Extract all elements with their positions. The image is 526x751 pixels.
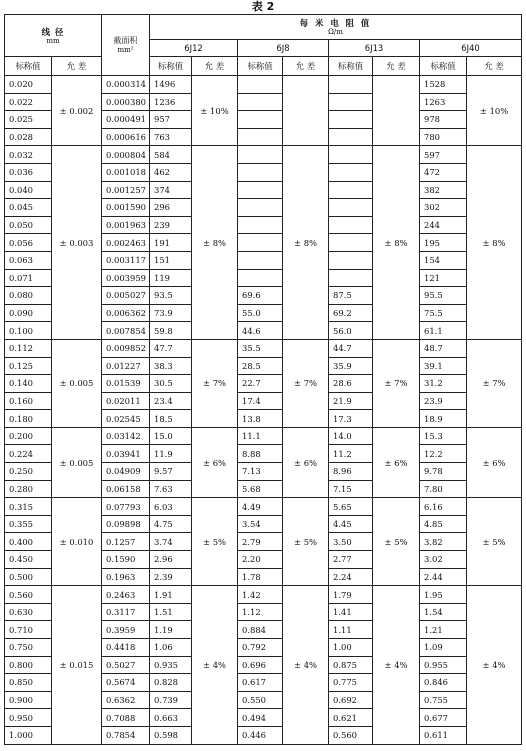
resistance-6j8-cell: 0.792 — [238, 639, 283, 657]
resistance-6j8-cell: 55.0 — [238, 304, 283, 322]
resistance-6j8-cell: 0.884 — [238, 621, 283, 639]
resistance-6j8-cell: 2.20 — [238, 551, 283, 569]
diameter-tolerance-cell: ± 0.010 — [52, 498, 102, 586]
resistance-6j8-cell: 3.54 — [238, 515, 283, 533]
tolerance-6j13-cell: ± 4% — [373, 586, 420, 744]
resistance-6j40-cell: 0.611 — [420, 726, 467, 744]
diameter-cell: 0.045 — [5, 199, 52, 217]
resistance-6j8-cell: 35.5 — [238, 339, 283, 357]
diameter-cell: 0.850 — [5, 674, 52, 692]
diameter-cell: 0.224 — [5, 445, 52, 463]
resistance-6j13-cell: 17.3 — [329, 410, 373, 428]
tolerance-header-6j8: 允 差 — [283, 57, 329, 76]
resistance-6j13-cell: 35.9 — [329, 357, 373, 375]
resistance-6j13-cell — [329, 163, 373, 181]
resistance-6j8-cell: 8.88 — [238, 445, 283, 463]
resistance-6j8-cell — [238, 163, 283, 181]
diameter-nominal-header: 标称值 — [5, 57, 52, 76]
tolerance-6j8-cell — [283, 76, 329, 146]
tolerance-6j40-cell: ± 6% — [467, 427, 522, 497]
resistance-6j40-cell: 3.02 — [420, 551, 467, 569]
alloy-header-6j40: 6J40 — [420, 40, 522, 57]
tolerance-6j13-cell: ± 8% — [373, 146, 420, 340]
table-row — [5, 339, 522, 357]
area-cell: 0.006362 — [102, 304, 150, 322]
resistance-6j40-cell: 1.95 — [420, 586, 467, 604]
diameter-tolerance-header: 允 差 — [52, 57, 102, 76]
resistance-6j12-cell: 584 — [150, 146, 192, 164]
resistance-6j13-cell: 44.7 — [329, 339, 373, 357]
table-caption: 表 2 — [251, 0, 275, 13]
resistance-6j12-cell: 119 — [150, 269, 192, 287]
resistance-6j8-cell — [238, 76, 283, 94]
table-row — [5, 146, 522, 164]
diameter-cell: 0.280 — [5, 480, 52, 498]
table-row — [5, 427, 522, 445]
diameter-cell: 0.125 — [5, 357, 52, 375]
area-cell: 0.000804 — [102, 146, 150, 164]
resistance-6j12-cell: 1.19 — [150, 621, 192, 639]
diameter-cell: 0.040 — [5, 181, 52, 199]
resistance-6j40-cell: 472 — [420, 163, 467, 181]
diameter-cell: 0.900 — [5, 691, 52, 709]
resistance-6j40-cell: 978 — [420, 111, 467, 129]
resistance-6j40-cell: 9.78 — [420, 463, 467, 481]
resistance-6j13-cell: 3.50 — [329, 533, 373, 551]
tolerance-6j40-cell: ± 10% — [467, 76, 522, 146]
resistance-6j13-cell: 21.9 — [329, 392, 373, 410]
diameter-cell: 0.071 — [5, 269, 52, 287]
diameter-cell: 0.056 — [5, 234, 52, 252]
area-header — [102, 15, 150, 76]
area-cell: 0.002463 — [102, 234, 150, 252]
resistance-6j12-cell: 6.03 — [150, 498, 192, 516]
resistance-6j40-cell: 597 — [420, 146, 467, 164]
area-cell: 0.000314 — [102, 76, 150, 94]
resistance-6j8-cell — [238, 216, 283, 234]
resistance-6j40-cell: 6.16 — [420, 498, 467, 516]
resistance-6j13-cell — [329, 199, 373, 217]
resistance-6j40-cell: 0.846 — [420, 674, 467, 692]
diameter-cell: 0.160 — [5, 392, 52, 410]
resistance-6j40-cell: 31.2 — [420, 375, 467, 393]
area-cell: 0.1257 — [102, 533, 150, 551]
diameter-tolerance-cell: ± 0.003 — [52, 146, 102, 340]
tolerance-6j8-cell: ± 6% — [283, 427, 329, 497]
resistance-6j8-cell: 22.7 — [238, 375, 283, 393]
diameter-cell: 1.000 — [5, 726, 52, 744]
resistance-6j12-cell: 0.828 — [150, 674, 192, 692]
resistance-6j13-cell — [329, 146, 373, 164]
diameter-cell: 0.710 — [5, 621, 52, 639]
resistance-6j12-cell: 151 — [150, 251, 192, 269]
resistance-table — [4, 14, 522, 745]
resistance-6j13-cell: 87.5 — [329, 287, 373, 305]
resistance-6j8-cell: 11.1 — [238, 427, 283, 445]
diameter-cell: 0.036 — [5, 163, 52, 181]
resistance-6j13-cell: 0.621 — [329, 709, 373, 727]
resistance-title: 每 米 电 阻 值 — [299, 18, 372, 28]
resistance-6j13-cell: 0.875 — [329, 656, 373, 674]
resistance-6j13-cell: 2.77 — [329, 551, 373, 569]
resistance-6j12-cell: 462 — [150, 163, 192, 181]
resistance-6j13-cell: 0.560 — [329, 726, 373, 744]
resistance-6j8-cell — [238, 93, 283, 111]
resistance-6j12-cell: 191 — [150, 234, 192, 252]
resistance-6j40-cell: 0.755 — [420, 691, 467, 709]
area-cell: 0.005027 — [102, 287, 150, 305]
resistance-6j12-cell: 0.739 — [150, 691, 192, 709]
resistance-6j8-cell: 2.79 — [238, 533, 283, 551]
resistance-6j40-cell: 1.54 — [420, 603, 467, 621]
area-cell: 0.4418 — [102, 639, 150, 657]
area-cell: 0.06158 — [102, 480, 150, 498]
area-cell: 0.7088 — [102, 709, 150, 727]
resistance-6j12-cell: 0.935 — [150, 656, 192, 674]
area-cell: 0.3959 — [102, 621, 150, 639]
resistance-6j40-cell: 1263 — [420, 93, 467, 111]
resistance-6j12-cell: 30.5 — [150, 375, 192, 393]
area-cell: 0.5027 — [102, 656, 150, 674]
diameter-cell: 0.500 — [5, 568, 52, 586]
tolerance-header-6j40: 允 差 — [467, 57, 522, 76]
resistance-6j40-cell: 154 — [420, 251, 467, 269]
tolerance-6j12-cell: ± 6% — [192, 427, 238, 497]
resistance-6j12-cell: 3.74 — [150, 533, 192, 551]
tolerance-6j12-cell: ± 8% — [192, 146, 238, 340]
resistance-6j40-cell: 1.21 — [420, 621, 467, 639]
resistance-6j8-cell: 13.8 — [238, 410, 283, 428]
diameter-cell: 0.022 — [5, 93, 52, 111]
resistance-6j12-cell: 93.5 — [150, 287, 192, 305]
resistance-6j8-cell — [238, 251, 283, 269]
area-cell: 0.07793 — [102, 498, 150, 516]
resistance-6j13-cell: 69.2 — [329, 304, 373, 322]
resistance-6j12-cell: 374 — [150, 181, 192, 199]
resistance-6j13-cell: 1.41 — [329, 603, 373, 621]
diameter-cell: 0.750 — [5, 639, 52, 657]
tolerance-6j13-cell: ± 5% — [373, 498, 420, 586]
tolerance-6j8-cell: ± 5% — [283, 498, 329, 586]
diameter-cell: 0.050 — [5, 216, 52, 234]
resistance-6j13-cell: 11.2 — [329, 445, 373, 463]
resistance-6j13-cell — [329, 128, 373, 146]
resistance-6j8-cell: 4.49 — [238, 498, 283, 516]
resistance-6j40-cell: 18.9 — [420, 410, 467, 428]
area-cell: 0.01539 — [102, 375, 150, 393]
resistance-6j40-cell: 1.09 — [420, 639, 467, 657]
area-cell: 0.000491 — [102, 111, 150, 129]
resistance-6j40-cell: 244 — [420, 216, 467, 234]
resistance-6j13-cell: 1.00 — [329, 639, 373, 657]
resistance-6j12-cell: 73.9 — [150, 304, 192, 322]
resistance-unit: Ω/m — [328, 28, 343, 36]
resistance-6j12-cell: 2.96 — [150, 551, 192, 569]
area-cell: 0.001257 — [102, 181, 150, 199]
area-cell: 0.01227 — [102, 357, 150, 375]
diameter-header — [5, 15, 102, 57]
resistance-header — [150, 15, 522, 40]
resistance-6j12-cell: 15.0 — [150, 427, 192, 445]
diameter-cell: 0.250 — [5, 463, 52, 481]
diameter-cell: 0.090 — [5, 304, 52, 322]
resistance-6j40-cell: 0.677 — [420, 709, 467, 727]
resistance-6j12-cell: 7.63 — [150, 480, 192, 498]
diameter-cell: 0.063 — [5, 251, 52, 269]
resistance-6j12-cell: 18.5 — [150, 410, 192, 428]
tolerance-6j13-cell — [373, 76, 420, 146]
area-cell: 0.003117 — [102, 251, 150, 269]
resistance-6j40-cell: 23.9 — [420, 392, 467, 410]
resistance-6j13-cell — [329, 111, 373, 129]
diameter-cell: 0.180 — [5, 410, 52, 428]
tolerance-6j12-cell: ± 4% — [192, 586, 238, 744]
area-cell: 0.7854 — [102, 726, 150, 744]
resistance-6j40-cell: 780 — [420, 128, 467, 146]
resistance-6j8-cell: 0.446 — [238, 726, 283, 744]
area-cell: 0.001018 — [102, 163, 150, 181]
resistance-6j8-cell — [238, 111, 283, 129]
resistance-6j8-cell: 0.617 — [238, 674, 283, 692]
resistance-6j12-cell: 1.51 — [150, 603, 192, 621]
resistance-6j13-cell — [329, 234, 373, 252]
diameter-cell: 0.355 — [5, 515, 52, 533]
resistance-6j12-cell: 9.57 — [150, 463, 192, 481]
area-cell: 0.6362 — [102, 691, 150, 709]
resistance-6j8-cell — [238, 269, 283, 287]
diameter-cell: 0.100 — [5, 322, 52, 340]
tolerance-header-6j12: 允 差 — [192, 57, 238, 76]
resistance-6j12-cell: 38.3 — [150, 357, 192, 375]
resistance-6j13-cell: 2.24 — [329, 568, 373, 586]
resistance-6j8-cell: 7.13 — [238, 463, 283, 481]
tolerance-6j8-cell: ± 4% — [283, 586, 329, 744]
resistance-6j8-cell: 69.6 — [238, 287, 283, 305]
resistance-6j13-cell: 0.775 — [329, 674, 373, 692]
resistance-6j13-cell: 4.45 — [329, 515, 373, 533]
resistance-6j13-cell: 28.6 — [329, 375, 373, 393]
resistance-6j12-cell: 1.06 — [150, 639, 192, 657]
resistance-6j13-cell: 1.11 — [329, 621, 373, 639]
resistance-6j13-cell: 0.692 — [329, 691, 373, 709]
area-cell: 0.1963 — [102, 568, 150, 586]
resistance-6j13-cell — [329, 76, 373, 94]
area-cell: 0.09898 — [102, 515, 150, 533]
resistance-6j40-cell: 7.80 — [420, 480, 467, 498]
resistance-6j8-cell: 0.550 — [238, 691, 283, 709]
tolerance-6j8-cell: ± 7% — [283, 339, 329, 427]
diameter-cell: 0.140 — [5, 375, 52, 393]
resistance-6j13-cell: 14.0 — [329, 427, 373, 445]
area-cell: 0.04909 — [102, 463, 150, 481]
area-cell: 0.000380 — [102, 93, 150, 111]
resistance-6j8-cell: 44.6 — [238, 322, 283, 340]
resistance-6j12-cell: 1.91 — [150, 586, 192, 604]
resistance-6j13-cell: 8.96 — [329, 463, 373, 481]
resistance-6j12-cell: 1236 — [150, 93, 192, 111]
area-cell: 0.03941 — [102, 445, 150, 463]
area-cell: 0.000616 — [102, 128, 150, 146]
resistance-6j40-cell: 2.44 — [420, 568, 467, 586]
resistance-6j13-cell — [329, 269, 373, 287]
resistance-6j12-cell: 957 — [150, 111, 192, 129]
resistance-6j13-cell — [329, 251, 373, 269]
resistance-6j40-cell: 121 — [420, 269, 467, 287]
resistance-6j12-cell: 4.75 — [150, 515, 192, 533]
tolerance-6j13-cell: ± 6% — [373, 427, 420, 497]
area-cell: 0.1590 — [102, 551, 150, 569]
diameter-cell: 0.950 — [5, 709, 52, 727]
diameter-cell: 0.800 — [5, 656, 52, 674]
resistance-6j8-cell: 1.42 — [238, 586, 283, 604]
tolerance-6j12-cell: ± 5% — [192, 498, 238, 586]
resistance-6j8-cell: 28.5 — [238, 357, 283, 375]
nominal-header-6j8: 标称值 — [238, 57, 283, 76]
resistance-6j8-cell — [238, 181, 283, 199]
resistance-6j12-cell: 23.4 — [150, 392, 192, 410]
resistance-6j40-cell: 75.5 — [420, 304, 467, 322]
diameter-cell: 0.028 — [5, 128, 52, 146]
resistance-6j12-cell: 296 — [150, 199, 192, 217]
diameter-cell: 0.200 — [5, 427, 52, 445]
resistance-6j40-cell: 61.1 — [420, 322, 467, 340]
tolerance-6j40-cell: ± 8% — [467, 146, 522, 340]
resistance-6j12-cell: 59.8 — [150, 322, 192, 340]
resistance-6j40-cell: 1528 — [420, 76, 467, 94]
area-unit: mm² — [117, 46, 134, 54]
table-body — [5, 76, 522, 745]
resistance-6j13-cell: 7.15 — [329, 480, 373, 498]
resistance-6j8-cell — [238, 234, 283, 252]
resistance-6j40-cell: 3.82 — [420, 533, 467, 551]
resistance-6j8-cell — [238, 128, 283, 146]
diameter-cell: 0.112 — [5, 339, 52, 357]
area-cell: 0.001590 — [102, 199, 150, 217]
diameter-title: 线 径 — [41, 26, 65, 37]
tolerance-6j40-cell: ± 5% — [467, 498, 522, 586]
resistance-6j12-cell: 11.9 — [150, 445, 192, 463]
diameter-tolerance-cell: ± 0.015 — [52, 586, 102, 744]
diameter-tolerance-cell: ± 0.005 — [52, 427, 102, 497]
nominal-header-6j13: 标称值 — [329, 57, 373, 76]
area-cell: 0.009852 — [102, 339, 150, 357]
resistance-6j13-cell: 1.79 — [329, 586, 373, 604]
resistance-6j12-cell: 763 — [150, 128, 192, 146]
diameter-tolerance-cell: ± 0.002 — [52, 76, 102, 146]
alloy-header-6j13: 6J13 — [329, 40, 420, 57]
resistance-6j13-cell — [329, 181, 373, 199]
table-row — [5, 498, 522, 516]
diameter-cell: 0.450 — [5, 551, 52, 569]
resistance-6j40-cell: 95.5 — [420, 287, 467, 305]
area-cell: 0.5674 — [102, 674, 150, 692]
table-row — [5, 586, 522, 604]
resistance-6j40-cell: 302 — [420, 199, 467, 217]
resistance-6j12-cell: 0.598 — [150, 726, 192, 744]
diameter-cell: 0.400 — [5, 533, 52, 551]
area-cell: 0.02545 — [102, 410, 150, 428]
area-title: 截面积 — [113, 36, 138, 45]
diameter-cell: 0.025 — [5, 111, 52, 129]
nominal-header-6j12: 标称值 — [150, 57, 192, 76]
diameter-cell: 0.315 — [5, 498, 52, 516]
area-cell: 0.007854 — [102, 322, 150, 340]
diameter-cell: 0.080 — [5, 287, 52, 305]
area-cell: 0.3117 — [102, 603, 150, 621]
area-cell: 0.003959 — [102, 269, 150, 287]
tolerance-header-6j13: 允 差 — [373, 57, 420, 76]
resistance-6j12-cell: 2.39 — [150, 568, 192, 586]
area-cell: 0.001963 — [102, 216, 150, 234]
resistance-6j13-cell — [329, 216, 373, 234]
resistance-6j40-cell: 0.955 — [420, 656, 467, 674]
alloy-header-6j8: 6J8 — [238, 40, 329, 57]
resistance-6j8-cell: 0.494 — [238, 709, 283, 727]
resistance-6j8-cell: 17.4 — [238, 392, 283, 410]
resistance-6j13-cell: 56.0 — [329, 322, 373, 340]
tolerance-6j13-cell: ± 7% — [373, 339, 420, 427]
resistance-6j12-cell: 1496 — [150, 76, 192, 94]
resistance-6j13-cell — [329, 93, 373, 111]
alloy-header-6j12: 6J12 — [150, 40, 238, 57]
tolerance-6j40-cell: ± 7% — [467, 339, 522, 427]
resistance-6j8-cell — [238, 199, 283, 217]
resistance-6j8-cell: 5.68 — [238, 480, 283, 498]
area-cell: 0.02011 — [102, 392, 150, 410]
resistance-6j8-cell: 1.12 — [238, 603, 283, 621]
resistance-6j40-cell: 382 — [420, 181, 467, 199]
resistance-6j8-cell — [238, 146, 283, 164]
resistance-6j40-cell: 195 — [420, 234, 467, 252]
nominal-header-6j40: 标称值 — [420, 57, 467, 76]
diameter-tolerance-cell: ± 0.005 — [52, 339, 102, 427]
diameter-cell: 0.630 — [5, 603, 52, 621]
resistance-6j8-cell: 0.696 — [238, 656, 283, 674]
diameter-cell: 0.560 — [5, 586, 52, 604]
resistance-6j40-cell: 15.3 — [420, 427, 467, 445]
resistance-6j13-cell: 5.65 — [329, 498, 373, 516]
resistance-6j40-cell: 12.2 — [420, 445, 467, 463]
resistance-6j40-cell: 48.7 — [420, 339, 467, 357]
diameter-cell: 0.020 — [5, 76, 52, 94]
diameter-unit: mm — [46, 36, 60, 45]
resistance-6j12-cell: 47.7 — [150, 339, 192, 357]
resistance-6j12-cell: 239 — [150, 216, 192, 234]
area-cell: 0.2463 — [102, 586, 150, 604]
resistance-6j8-cell: 1.78 — [238, 568, 283, 586]
tolerance-6j40-cell: ± 4% — [467, 586, 522, 744]
resistance-6j40-cell: 4.85 — [420, 515, 467, 533]
resistance-6j12-cell: 0.663 — [150, 709, 192, 727]
diameter-cell: 0.032 — [5, 146, 52, 164]
tolerance-6j12-cell: ± 7% — [192, 339, 238, 427]
tolerance-6j12-cell: ± 10% — [192, 76, 238, 146]
tolerance-6j8-cell: ± 8% — [283, 146, 329, 340]
table-row — [5, 76, 522, 94]
area-cell: 0.03142 — [102, 427, 150, 445]
resistance-6j40-cell: 39.1 — [420, 357, 467, 375]
